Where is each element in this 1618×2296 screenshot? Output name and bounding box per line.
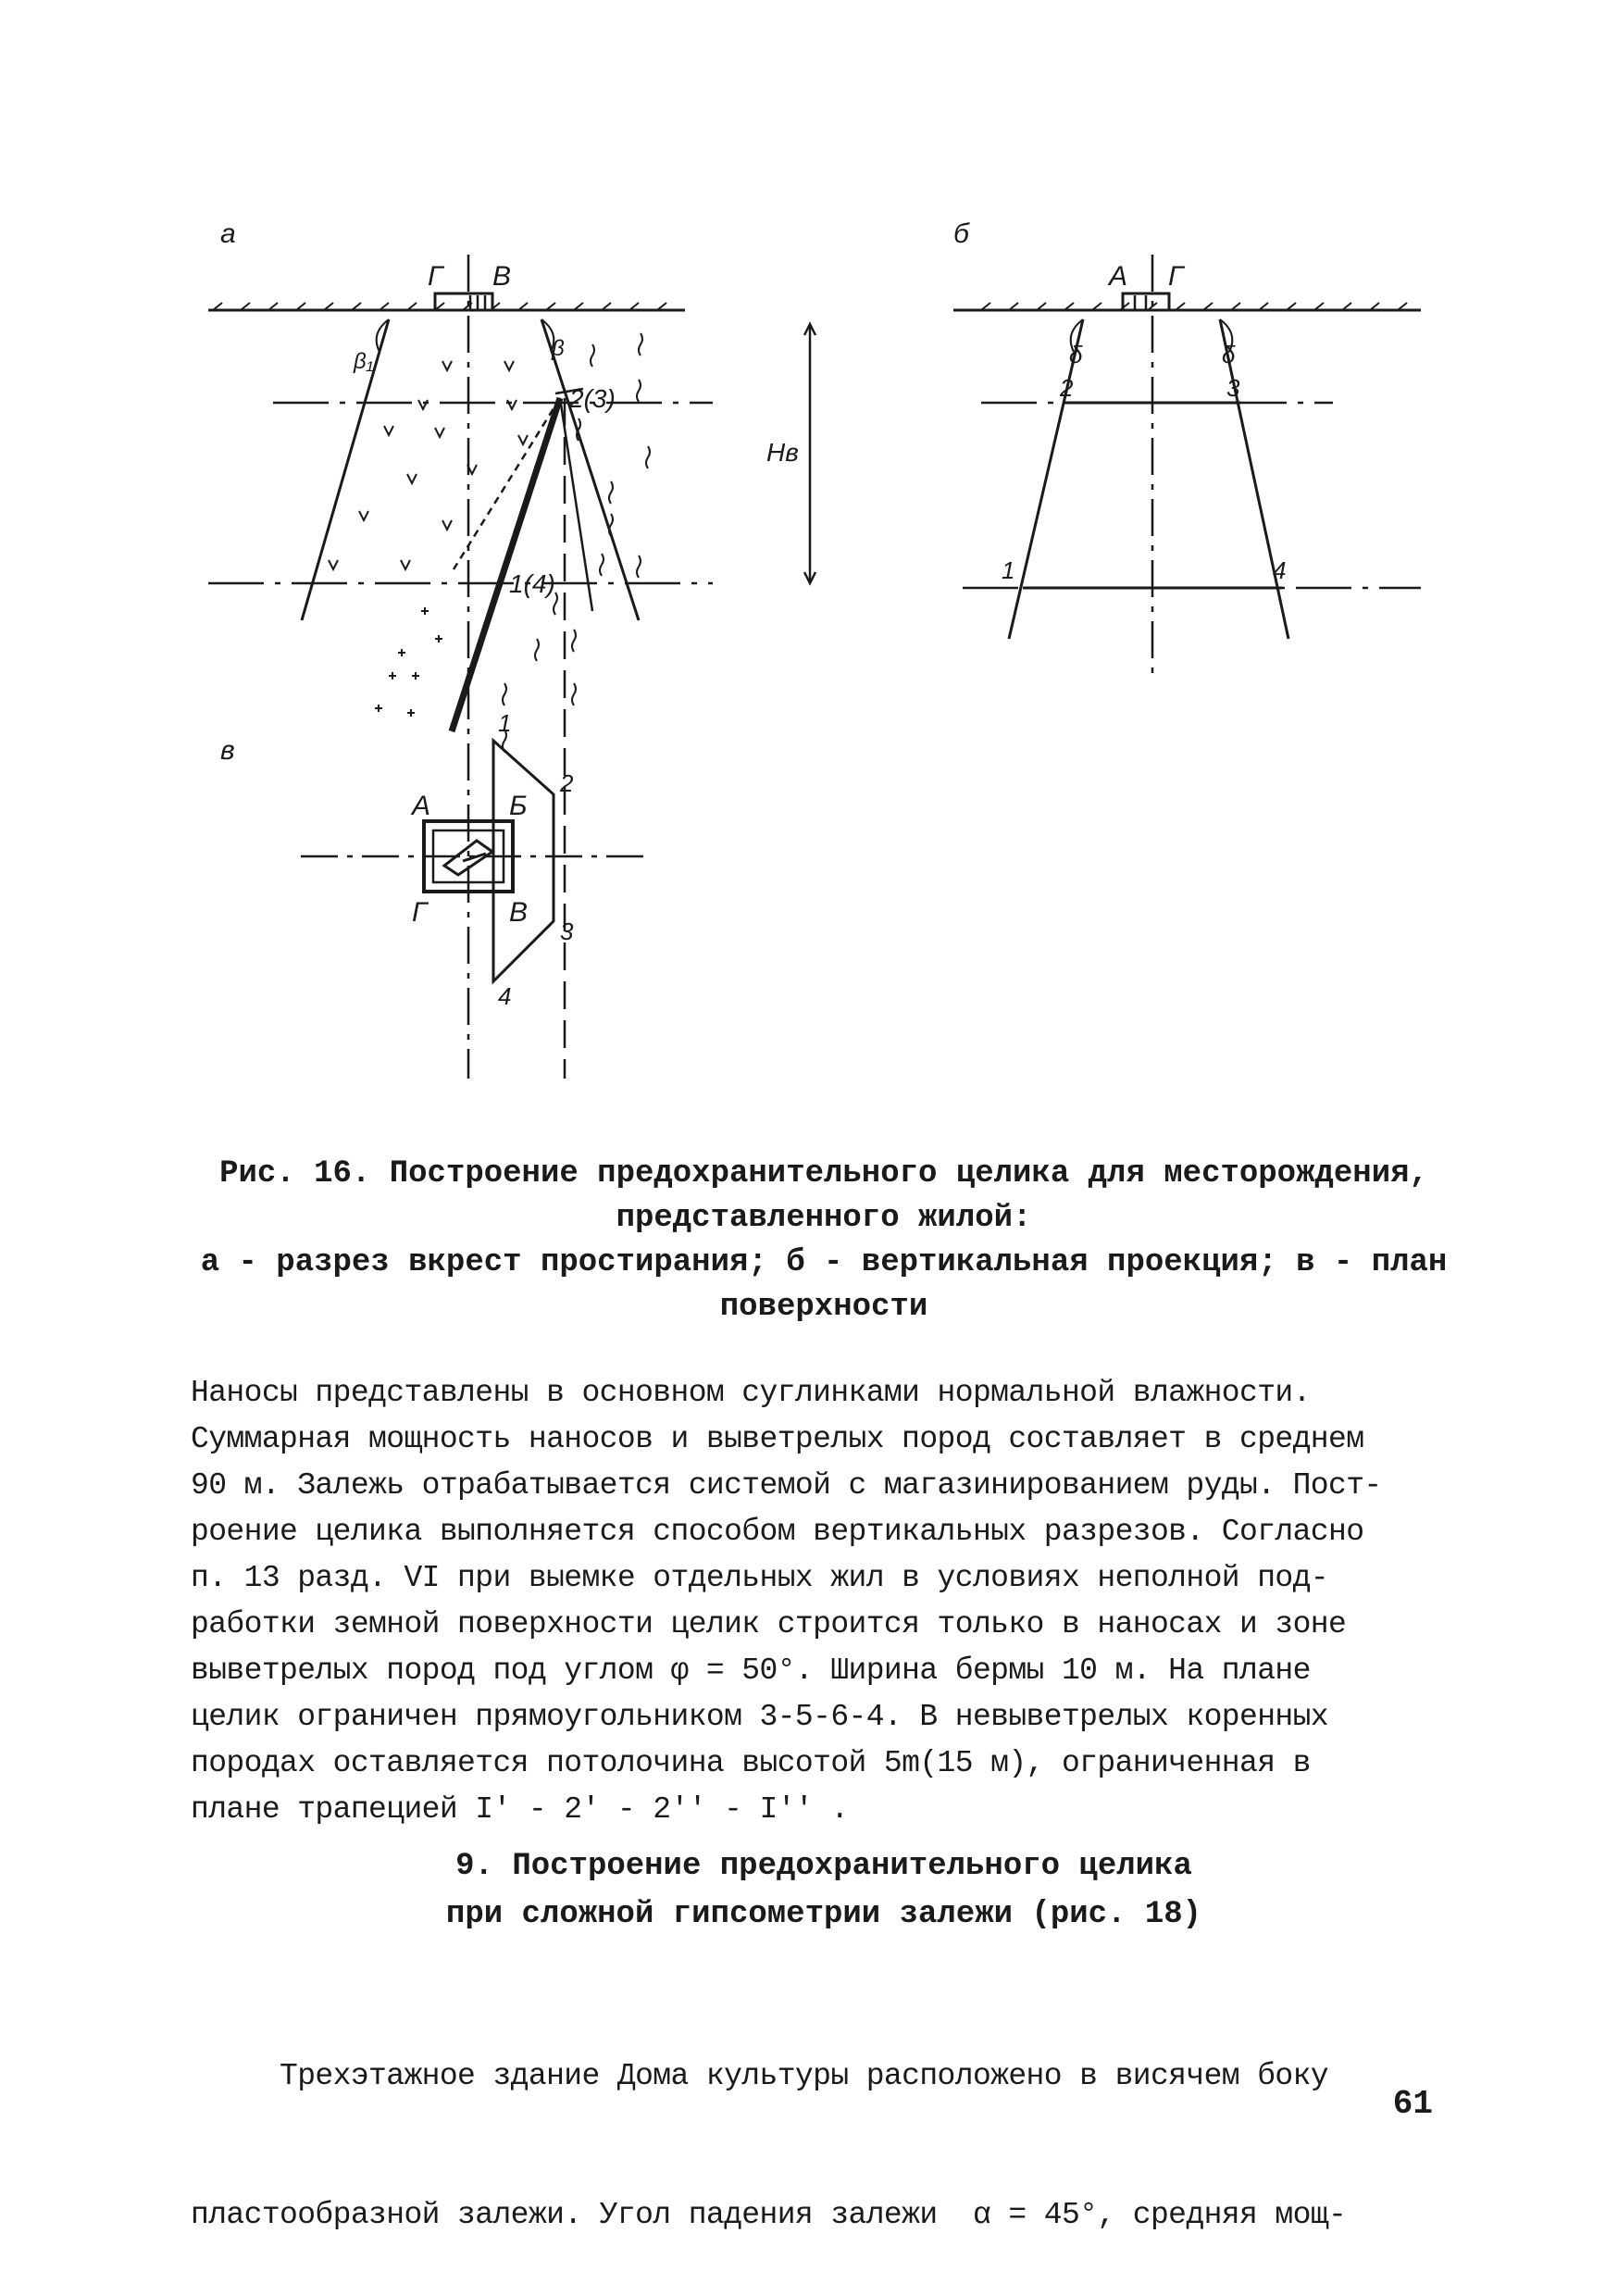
paragraph-line: целик ограничен прямоугольником 3-5-6-4. В невыветрелых коренных [191,1700,1329,1734]
label-A-b: А [1109,261,1128,292]
pillar-left-a [302,319,389,620]
label-4-v: 4 [498,982,512,1010]
label-Hb: Hв [766,438,799,467]
label-p14: 1(4) [509,569,555,598]
label-3-v: 3 [560,917,574,945]
caption-line-1: Рис. 16. Построение предохранительного целика для месторождения, [219,1156,1428,1192]
paragraph-line: плане трапецией I' - 2' - 2'' - I'' . [191,1792,849,1827]
label-1-a: 1 [498,709,512,737]
panel-label-v: в [220,735,235,766]
caption-line-4: поверхности [719,1290,928,1325]
section-heading [185,1842,1462,1939]
caption-line-3: а - разрез вкрест простирания; б - вертикальная проекция; в - план [200,1245,1448,1280]
label-G-a: Г [428,261,443,292]
building-a [435,293,492,310]
paragraph-line: Суммарная мощность наносов и выветрелых пород составляет в среднем [191,1422,1364,1456]
label-4-b: 4 [1273,556,1287,584]
caption-line-2: представленного жилой: [616,1201,1032,1236]
label-V-v: В [509,897,529,928]
label-delta-left: δ [1069,341,1083,368]
section-heading-line-2: при сложной гипсометрии залежи (рис. 18) [445,1897,1202,1932]
paragraph-line: выветрелых пород под углом φ = 50°. Ширина бермы 10 м. На плане [191,1653,1311,1688]
paragraph-line: Наносы представлены в основном суглинками нормальной влажности. [191,1376,1311,1410]
panel-label-a: а [220,218,236,249]
label-G-b: Г [1168,261,1184,292]
body-paragraph-2 [191,1961,1450,2285]
paragraph-line: 90 м. Залежь отрабатывается системой с магазинированием руды. Пост- [191,1468,1382,1503]
label-beta1: β₁ [354,349,374,374]
figure-caption [185,1152,1462,1329]
label-p23: 2(3) [569,384,616,413]
paragraph-line: роение целика выполняется способом вертикальных разрезов. Согласно [191,1515,1364,1549]
label-V-a: В [492,261,512,292]
paragraph-line: Трехэтажное здание Дома культуры расположено в висячем боку [191,2059,1329,2093]
label-beta: β [552,336,565,361]
label-2-b: 2 [1060,374,1074,402]
body-paragraph [191,1370,1450,1833]
label-B-v: Б [509,791,528,821]
section-heading-line-1: 9. Построение предохранительного целика [455,1849,1192,1884]
paragraph-line: пластообразной залежи. Угол падения залежи α = 45°, средняя мощ- [191,2198,1347,2232]
panel-label-b: б [953,218,969,249]
pillar-right-a [541,319,639,620]
label-delta-right: δ [1222,341,1236,368]
label-A-v: А [412,791,431,821]
paragraph-line: работки земной поверхности целик строится только в наносах и зоне [191,1607,1347,1641]
paragraph-line: п. 13 разд. VI при выемке отдельных жил в условиях неполной под- [191,1561,1329,1595]
page-number: 61 [1392,2085,1433,2123]
symbols-v [329,361,528,569]
figure-16 [0,0,1618,1139]
label-G-v: Г [412,897,428,928]
symbols-cross [375,607,442,717]
label-2-v: 2 [560,769,574,797]
label-3-b: 3 [1226,374,1240,402]
paragraph-line: породах оставляется потолочина высотой 5m(15 м), ограниченная в [191,1746,1311,1780]
label-1-b: 1 [1002,556,1015,584]
